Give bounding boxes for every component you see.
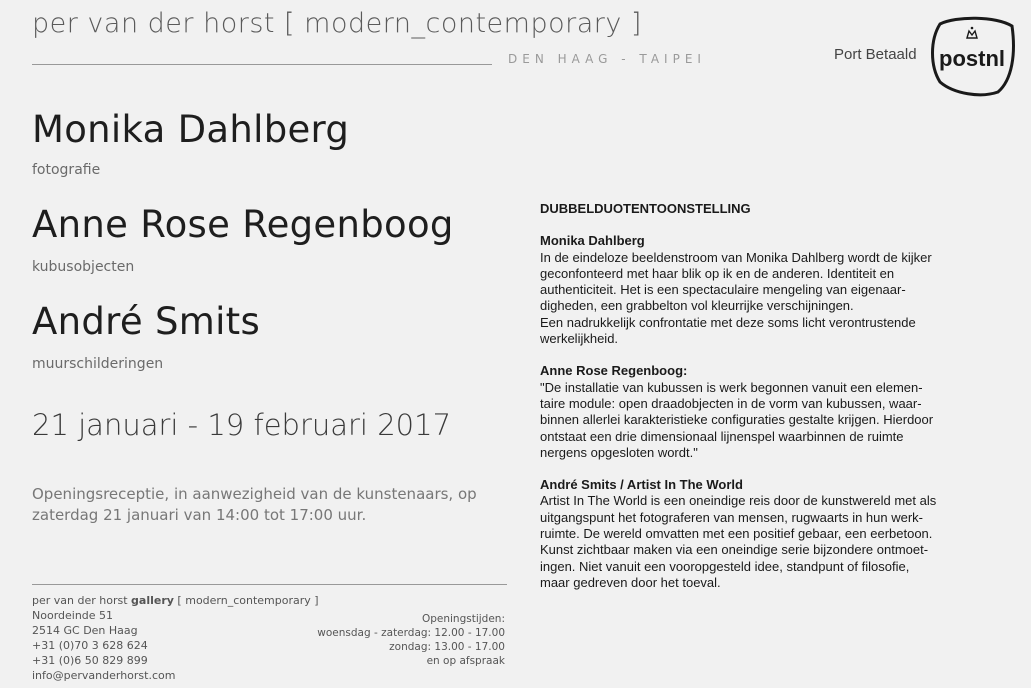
paragraph-line: taire module: open draadobjecten in de vorm van kubussen, waar- [540,395,922,411]
paragraph-line: geconfonteerd met haar blik op ik en de anderen. Identiteit en [540,265,895,281]
opening-reception-text: Openingsreceptie, in aanwezigheid van de kunstenaars, op zaterdag 21 januari van 14:00 tot 17:00 uur. [32,485,477,524]
phone-landline: +31 (0)70 3 628 624 [32,639,148,652]
paragraph-line: Kunst zichtbaar maken via een oneindige serie bijzondere ontmoet- [540,542,929,558]
header-divider [32,64,492,65]
paragraph-line: ontstaat een drie dimensionaal lijnenspel waarbinnen de ruimte [540,428,904,444]
footer-gallery-name: per van der horst gallery [ modern_contemporary ] [32,594,319,607]
paragraph-line: In de eindeloze beeldenstroom van Monika Dahlberg wordt de kijker [540,249,932,265]
paragraph-line: ruimte. De wereld omvatten met een positief gebaar, een eerbetoon. [540,526,933,542]
opening-hours [300,612,505,668]
artist-discipline: muurschilderingen [32,356,164,372]
artist-name: André Smits [32,300,261,343]
postnl-logo [926,14,1018,98]
artist-discipline: kubusobjecten [32,259,135,275]
description-section [540,363,1010,461]
paragraph-line: Artist In The World is een oneindige reis door de kunstwereld met als [540,493,937,509]
footer-divider [32,584,507,585]
paragraph-line: "De installatie van kubussen is werk begonnen vanuit een elemen- [540,379,923,395]
artist-name: Anne Rose Regenboog [32,203,454,246]
paragraph-line: ingen. Niet vanuit een vooropgesteld idee, standpunt of filosofie, [540,558,910,574]
artist-discipline: fotografie [32,162,101,178]
artist-name: Monika Dahlberg [32,108,350,151]
postnl-logo-text: postnl [939,46,1005,71]
hours-title: Openingstijden: [421,613,505,625]
description-section [540,233,1010,347]
footer-address [32,593,319,683]
gallery-title: per van der horst [ modern_contemporary ] [32,8,642,39]
address-city: 2514 GC Den Haag [32,624,138,637]
description-section [540,477,1010,591]
section-title: André Smits / Artist In The World [540,477,743,493]
crown-icon [967,27,977,38]
phone-mobile: +31 (0)6 50 829 899 [32,654,148,667]
paragraph-line: binnen allerlei karakteristieke configuraties gestalte krijgen. Hierdoor [540,412,934,428]
cities-label: DEN HAAG - TAIPEI [508,52,706,66]
paragraph-line: uitgangspunt het fotograferen van mensen, rugwaarts in hun werk- [540,509,924,525]
paragraph-line: authenticiteit. Het is een spectaculaire mengeling van eigenaar- [540,282,906,298]
paragraph-line: nergens opgesloten wordt." [540,444,698,460]
paragraph-line: werkelijkheid. [540,331,619,347]
hours-appointment: en op afspraak [426,655,505,667]
hours-weekdays: woensdag - zaterdag: 12.00 - 17.00 [317,627,505,639]
exhibition-dates: 21 januari - 19 februari 2017 [32,408,452,442]
section-title: Anne Rose Regenboog: [540,363,688,379]
paragraph-line: maar gedreven door het toeval. [540,574,721,590]
port-betaald-label: Port Betaald [834,46,917,63]
email-link[interactable]: info@pervanderhorst.com [32,669,176,682]
section-heading: DUBBELDUOTENTOONSTELLING [540,201,751,216]
address-street: Noordeinde 51 [32,609,114,622]
hours-sunday: zondag: 13.00 - 17.00 [389,641,505,653]
section-title: Monika Dahlberg [540,233,645,249]
paragraph-line: Een nadrukkelijk confrontatie met deze soms licht verontrustende [540,314,916,330]
paragraph-line: digheden, een grabbelton vol kleurrijke verschijningen. [540,298,854,314]
exhibition-description [540,201,1010,591]
